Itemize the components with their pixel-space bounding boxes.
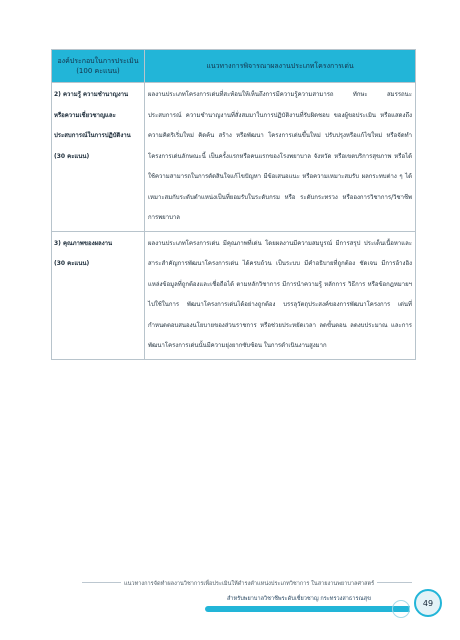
table-header-row — [52, 50, 416, 83]
criteria-line: 3) คุณภาพของผลงาน — [54, 239, 113, 247]
criteria-score: (30 คะแนน) — [54, 152, 90, 160]
criteria-cell — [52, 231, 145, 359]
decorative-circle — [392, 600, 410, 618]
criteria-line: ประสบการณ์ในการปฏิบัติงาน — [54, 132, 131, 139]
table-row — [52, 83, 416, 232]
criteria-line: 2) ความรู้ ความชำนาญงาน — [54, 91, 129, 98]
footer-title: แนวทางการจัดทำผลงานวิชาการเพื่อประเมินให้ดำรงตำแหน่งประเภทวิชาการ ในสายงานพยาบาลศาสตร์ — [121, 580, 377, 588]
criteria-score: (30 คะแนน) — [54, 260, 90, 267]
table-row — [52, 231, 416, 359]
footer-ribbon — [205, 606, 410, 612]
criteria-cell — [52, 83, 145, 232]
footer-subtitle: สำหรับพยาบาลวิชาชีพระดับเชี่ยวชาญ กระทรวงสาธารณสุข — [227, 596, 371, 602]
criteria-line: หรือความเชี่ยวชาญและ — [54, 111, 116, 119]
header-criteria: องค์ประกอบในการประเมิน (100 คะแนน) — [52, 50, 145, 83]
evaluation-rubric-table — [51, 49, 416, 360]
description-cell: ผลงานประเภทโครงการเด่นที่สะท้อนให้เห็นถึงการมีความรู้ความสามารถ ทักษะ สมรรถนะ ประสบการณ์ ความชำนาญงานที่สั่งสมมาในการปฏิบัติงานที่รับผิดชอบ ของผู้ขอประเมิน หรือแสดงถึงความคิดริเริ่มใหม่ คิดค้น สร้าง หรือพัฒนา โครงการเด่นขึ้นใหม่ ปรับปรุงหรือแก้ไขใหม่ หรือจัดทำโครงการเด่นลักษณะนี้ เป็นครั้งแรกหรือคนแรกของโรงพยาบาล จังหวัด หรือเขตบริการสุขภาพ หรือได้ ใช้ความสามารถในการตัดสินใจแก้ไขปัญหา มีข้อเสนอแนะ หรือความเหมาะสมรับ ผลกระทบต่าง ๆ ได้เหมาะสมกับระดับตำแหน่งเป็นที่ยอมรับในระดับกรม หรือ ระดับกระทรวง หรือองการวิชาการ/วิชาชีพการพยาบาล — [145, 83, 416, 232]
header-guideline: แนวทางการพิจารณาผลงานประเภทโครงการเด่น — [145, 50, 416, 83]
page-number: 49 — [422, 598, 434, 608]
page-number-badge — [414, 589, 442, 617]
description-cell: ผลงานประเภทโครงการเด่น มีคุณภาพที่เด่น โดยผลงานมีความสมบูรณ์ มีการสรุป ประเด็นเนื้อหาและสาระสำคัญการพัฒนาโครงการเด่น ได้ครบถ้วน เป็นระบบ มีคำอธิบายที่ถูกต้อง ชัดเจน มีการอ้างอิงแหล่งข้อมูลที่ถูกต้องและเชื่อถือได้ ตามหลักวิชาการ มีการนำความรู้ หลักการ วิธีการ หรือข้อกฎหมายฯไปใช้ในการ พัฒนาโครงการเด่นได้อย่างถูกต้อง บรรลุวัตถุประสงค์ของการพัฒนาโครงการ เด่นที่กำหนดตอบสนองนโยบายของส่วนราชการ หรือช่วยประหยัดเวลา ลดขั้นตอน ลดงบประมาณ และการพัฒนาโครงการเด่นนั้นมีความยุ่งยากซับซ้อน ในการดำเนินงานสูงมาก — [145, 231, 416, 359]
